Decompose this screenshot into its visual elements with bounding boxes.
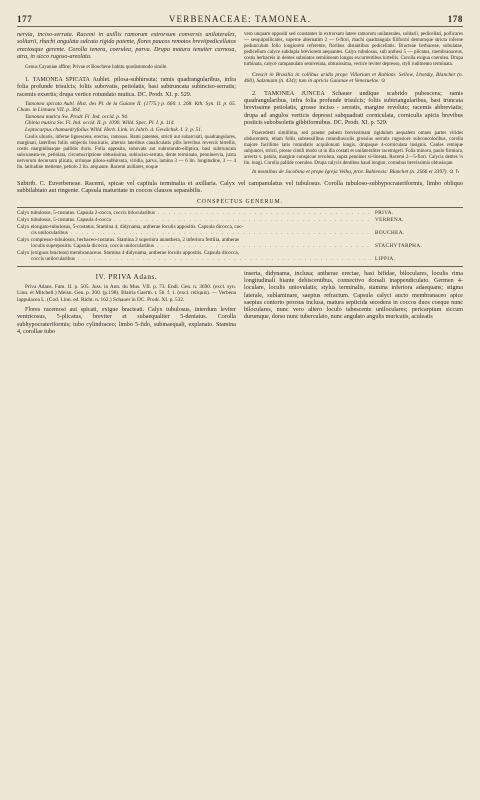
conspectus-genus: LIPPIA. bbox=[375, 256, 396, 263]
running-title: VERBENACEAE: TAMONEA. bbox=[168, 14, 312, 24]
upper-columns bbox=[17, 32, 463, 176]
lower-columns bbox=[17, 271, 463, 336]
conspectus-genus: VERBENA. bbox=[375, 216, 404, 223]
conspectus-text: loculis superpositis. Capsula dicocca, coccis unilocularibus bbox=[31, 243, 154, 250]
lower-right-column bbox=[244, 271, 463, 336]
running-head bbox=[17, 14, 463, 27]
synonym-3: Ghinia mutica Sw. Fl. Ind. occid. II. p. 1090. Willd. Spec. Pl. I. p. 114. bbox=[25, 120, 175, 127]
conspectus-text: coccis unilocularibus bbox=[31, 256, 75, 263]
synonym-2: Tamonea mutica Sw. Prodr. Fl. Ind. occid. p. 94. bbox=[25, 113, 129, 120]
species-1-description-cont: vero unquam oppositi sed constanter in extrorsum latere ramorum unilaterales, solitarii, pedicellati, pollicares — sesquipollicares, superne alternatim 2 — 6-flori, rhachi quadrangula filiformi demumque stricta inferne pedunculum folio longiorem referente, floribus distantibus pedicellatis. Bracteae herbaceae, subulatae, pedicellum calyce subdupla breviorem aequantes. Calyx tubulosus, sub anthesi 5 — plicatus, membranaceus, costis herbaceis in dentes subulatos semilineam longos excurrentibus hirtellis. Corolla exigua coerulea. Drupa turbinata, calyce campanulato semivelata, obtusissima, vertice leviter depresso, styli rudimento terminata. bbox=[244, 32, 463, 67]
genus-note: Genus Cayaniae affine; Privae et Bouchene habitu quodammodo simile. bbox=[25, 65, 168, 70]
conspectus-text: cis unilocularibus bbox=[31, 230, 68, 237]
conspectus-genus: STACHYTARPHA. bbox=[375, 243, 423, 250]
left-page-number: 177 bbox=[17, 14, 33, 24]
genus-description: Flores racemosi aut spicati, exigue bracteati. Calyx tubulosus, interdum leviter ventricosus, 5-plicatus, breviter et subaequaliter 5-dentatus. Corolla subhypocrateriformis; tubo cylindraceo; limbo 5-fido, subinaequali, explanato. Stamina 4, corollae tubo bbox=[17, 307, 236, 335]
conspectus-text: Calyx tubulosus, 5-costatus. Capsula 2-cocca, coccis bilocularibus bbox=[17, 210, 155, 217]
genus-description-cont: inserta, didynama, inclusa; antherae erectae, basi bifidae, biloculares, loculis rima longitudinali hiante dehiscentibus, connectivo dorsali inappendiculato. Germen 4-loculare, loculis uniovulatis; stylus terminalis, stamina inferiora adaequans; stigma laterale, sublaminare, saepius refractum. Capsula calyci aucto membranaceo apice saepius contorto prorsus inclusa, matura septicida secedens in coccos duos coeque nunc biloculares, nunc vero altero loculo tabescente uniloculares; pericarpium siccum durumque, dorso nunc tuberculato, nunc angulato angulis muricatis, aculeatis bbox=[244, 270, 463, 321]
conspectus-text: Calyx compresso-tubulosus, herbaceo-costatus. Stamina 2 superiora anantherа, 2 inferiora fertilia, antherae bbox=[17, 236, 240, 243]
subtribe-description: Subtrib. C. Euverbeneae. Racemi, spicae vel capitula terminalia et axillaria. Calyx vel campanulatus vel tubulosus. Corolla tubuloso-subhypocrateriformis, limbo obliquo subbilabiato aut ringente. Capsula maturitate in coccos clausos separabilis. bbox=[17, 179, 463, 195]
conspectus-row bbox=[17, 256, 463, 263]
species-1-description: Caulis ulnaris, inferne lignescens, erectus, ramosus. Rami patentes, stricti aut subarcuati, quadrangulares, marginati, lateribus foliis subjectis bisulcatis, alternis lateribus canaliculatis pilis brevibus reversis hirtellis, costis marginibusque pallidis duris. Folia opposita, subovata aut subrotundo-elliptica, basi subtruncata subcuneata-ve, petiolata, circumscriptione obtusissima, subinciso-serrata, dente terminato, penninervia, juxta nervorum decursum plicata, utrinque piloso-subhirsuta, viridia, parva, lamina 3 — 6 lin. longitudine, 3 — 4 lin. latitudine metiente, petiolo 2 lin. aequante. Racemi axillares, noque bbox=[17, 135, 236, 171]
species-1-locality: Crescit in Brasilia in collibus aridis prope Villariam et Rabiam: Sellow, Lhotsky, Blanchet (n. 460), Salzmann (n. 434); tum in apricis Guianae et Venezuelae. ⊙ bbox=[244, 72, 463, 85]
conspectus-table bbox=[17, 207, 463, 266]
lower-left-column bbox=[17, 271, 236, 336]
left-column bbox=[17, 32, 236, 176]
conspectus-text: Calyx (exiguus bracteas) membranaceus. Stamina 4 didynama, antherae loculis appositis. Capsula dicocca, bbox=[17, 249, 239, 256]
conspectus-genus: PRIVA. bbox=[375, 210, 394, 217]
right-column bbox=[244, 32, 463, 176]
genus-heading: IV. PRIVA Adans. bbox=[95, 272, 158, 281]
conspectus-genus: BOUCHEA. bbox=[375, 230, 405, 237]
species-2-locality: In montibus de Jacobina et prope Igreja Velha, prov. Bahiensis: Blanchet (n. 2566 et 3397). ⊙ ♄ bbox=[252, 169, 460, 176]
conspectus-text: Calyx tubulosus, 5-costatus. Capsula 4-cocca bbox=[17, 216, 111, 223]
species-2-description: Praecedenti simillima, sed praeter pubem brevissimam rigidulam aequalem omnes partes virides obducentem, etiam foliis subsessilibus rotundiusculis grossius serratis rugosiore subconcoloribus, corolla majore facillime latis rotundatis acquilonum longis, drupaque 4-corniculata insignis. Caules remique subjuncei, stricti, presse cimili modo ut in illa costati et unilateraliter racemigeri. Folia minora, paulo firmiora, arrecta v. patula, margine conspicue revoluta, supra penniner vi-lineata. Racemi 2—5-flori. Calycis dentes ¼ lin. longi. Corolla pallide coerulea. Drupa calycis dentibus haud longior, cornubus brevissimis obtusisque. bbox=[244, 131, 463, 167]
species-1-heading: 1. TAMONEA SPICATA Aublet. pilosa-subhirsuta; ramis quadrangularibus, infra folia profunde trisulcis; foliis subovatis, petiolatis, basi subtruncata subinciso-serratis; racemis exsertis; drupa vertice rotundato mutica. DC. Prodr. XI. p. 529. bbox=[17, 77, 236, 98]
synonym-4: Leptocarpus chamaedryfolius Willd. Herb. Link. in Jahrb. d. Gewächsk. I. 3. p. 51. bbox=[25, 126, 203, 133]
conspectus-text: Calyx elongato-tubulosus, 5-costatus. Stamina 4, didynama, antherae loculis appositis. Capsula dicocca, coc- bbox=[17, 223, 244, 230]
species-2-heading: 2. TAMONEA JUNCEA Schauer undique scabrido pubescens; ramis quadrangularibus, infra folia profunde trisulcis; foliis subtriangularibus, basi truncata brevissime petiolatis, grosse inciso - serratis, margine revoluto; racemis abbreviatis; drupa ad angulos verticis depressi subquadrati corniculata, corniculis apicis brevibus posticis subobsoletis gibbiformibus. DC. Prodr. XI. p. 529. bbox=[244, 90, 463, 126]
genus-synonymy: Priva Adans. Fam. II. p. 505. Juss. in Ann. du Mus. VII. p. 73. Endl. Gen. n. 3690. (excl. syn. Linn. et Mitchell.) Meisn. Gen. p. 200. (p.198). Blairia Gaertn. t. 56. f. 1. (excl. reliquis). — Verbena lappulacea L. (Cod. Linn. ed. Richt. n. 162.) Schauer in DC. Prodr. XI. p. 532. bbox=[17, 283, 236, 303]
synonym-1: Tamonea spicata Aubl. Hist. des Pl. de la Guiane II. (1775.) p. 660. t. 268. Kth. Syn. II. p. 65. Cham. in Linnaea VII. p. 364. bbox=[17, 100, 236, 114]
conspectus-title: CONSPECTUS GENERUM. bbox=[197, 199, 283, 206]
right-page-number: 178 bbox=[447, 14, 463, 24]
genus-description-end: nervia, inciso-serrata. Racemi in axillis ramorum extrorsum conversis unilaterales, solitarii, rhachi angulata sulcata rigida patente, flores paucos remotos breviipedicellatos erectosque gerente. Corolla tenera, coerulea, parva. Drupa matura tenuiter carnosa, atra, in sicco rugoso-areolata. bbox=[17, 32, 236, 60]
